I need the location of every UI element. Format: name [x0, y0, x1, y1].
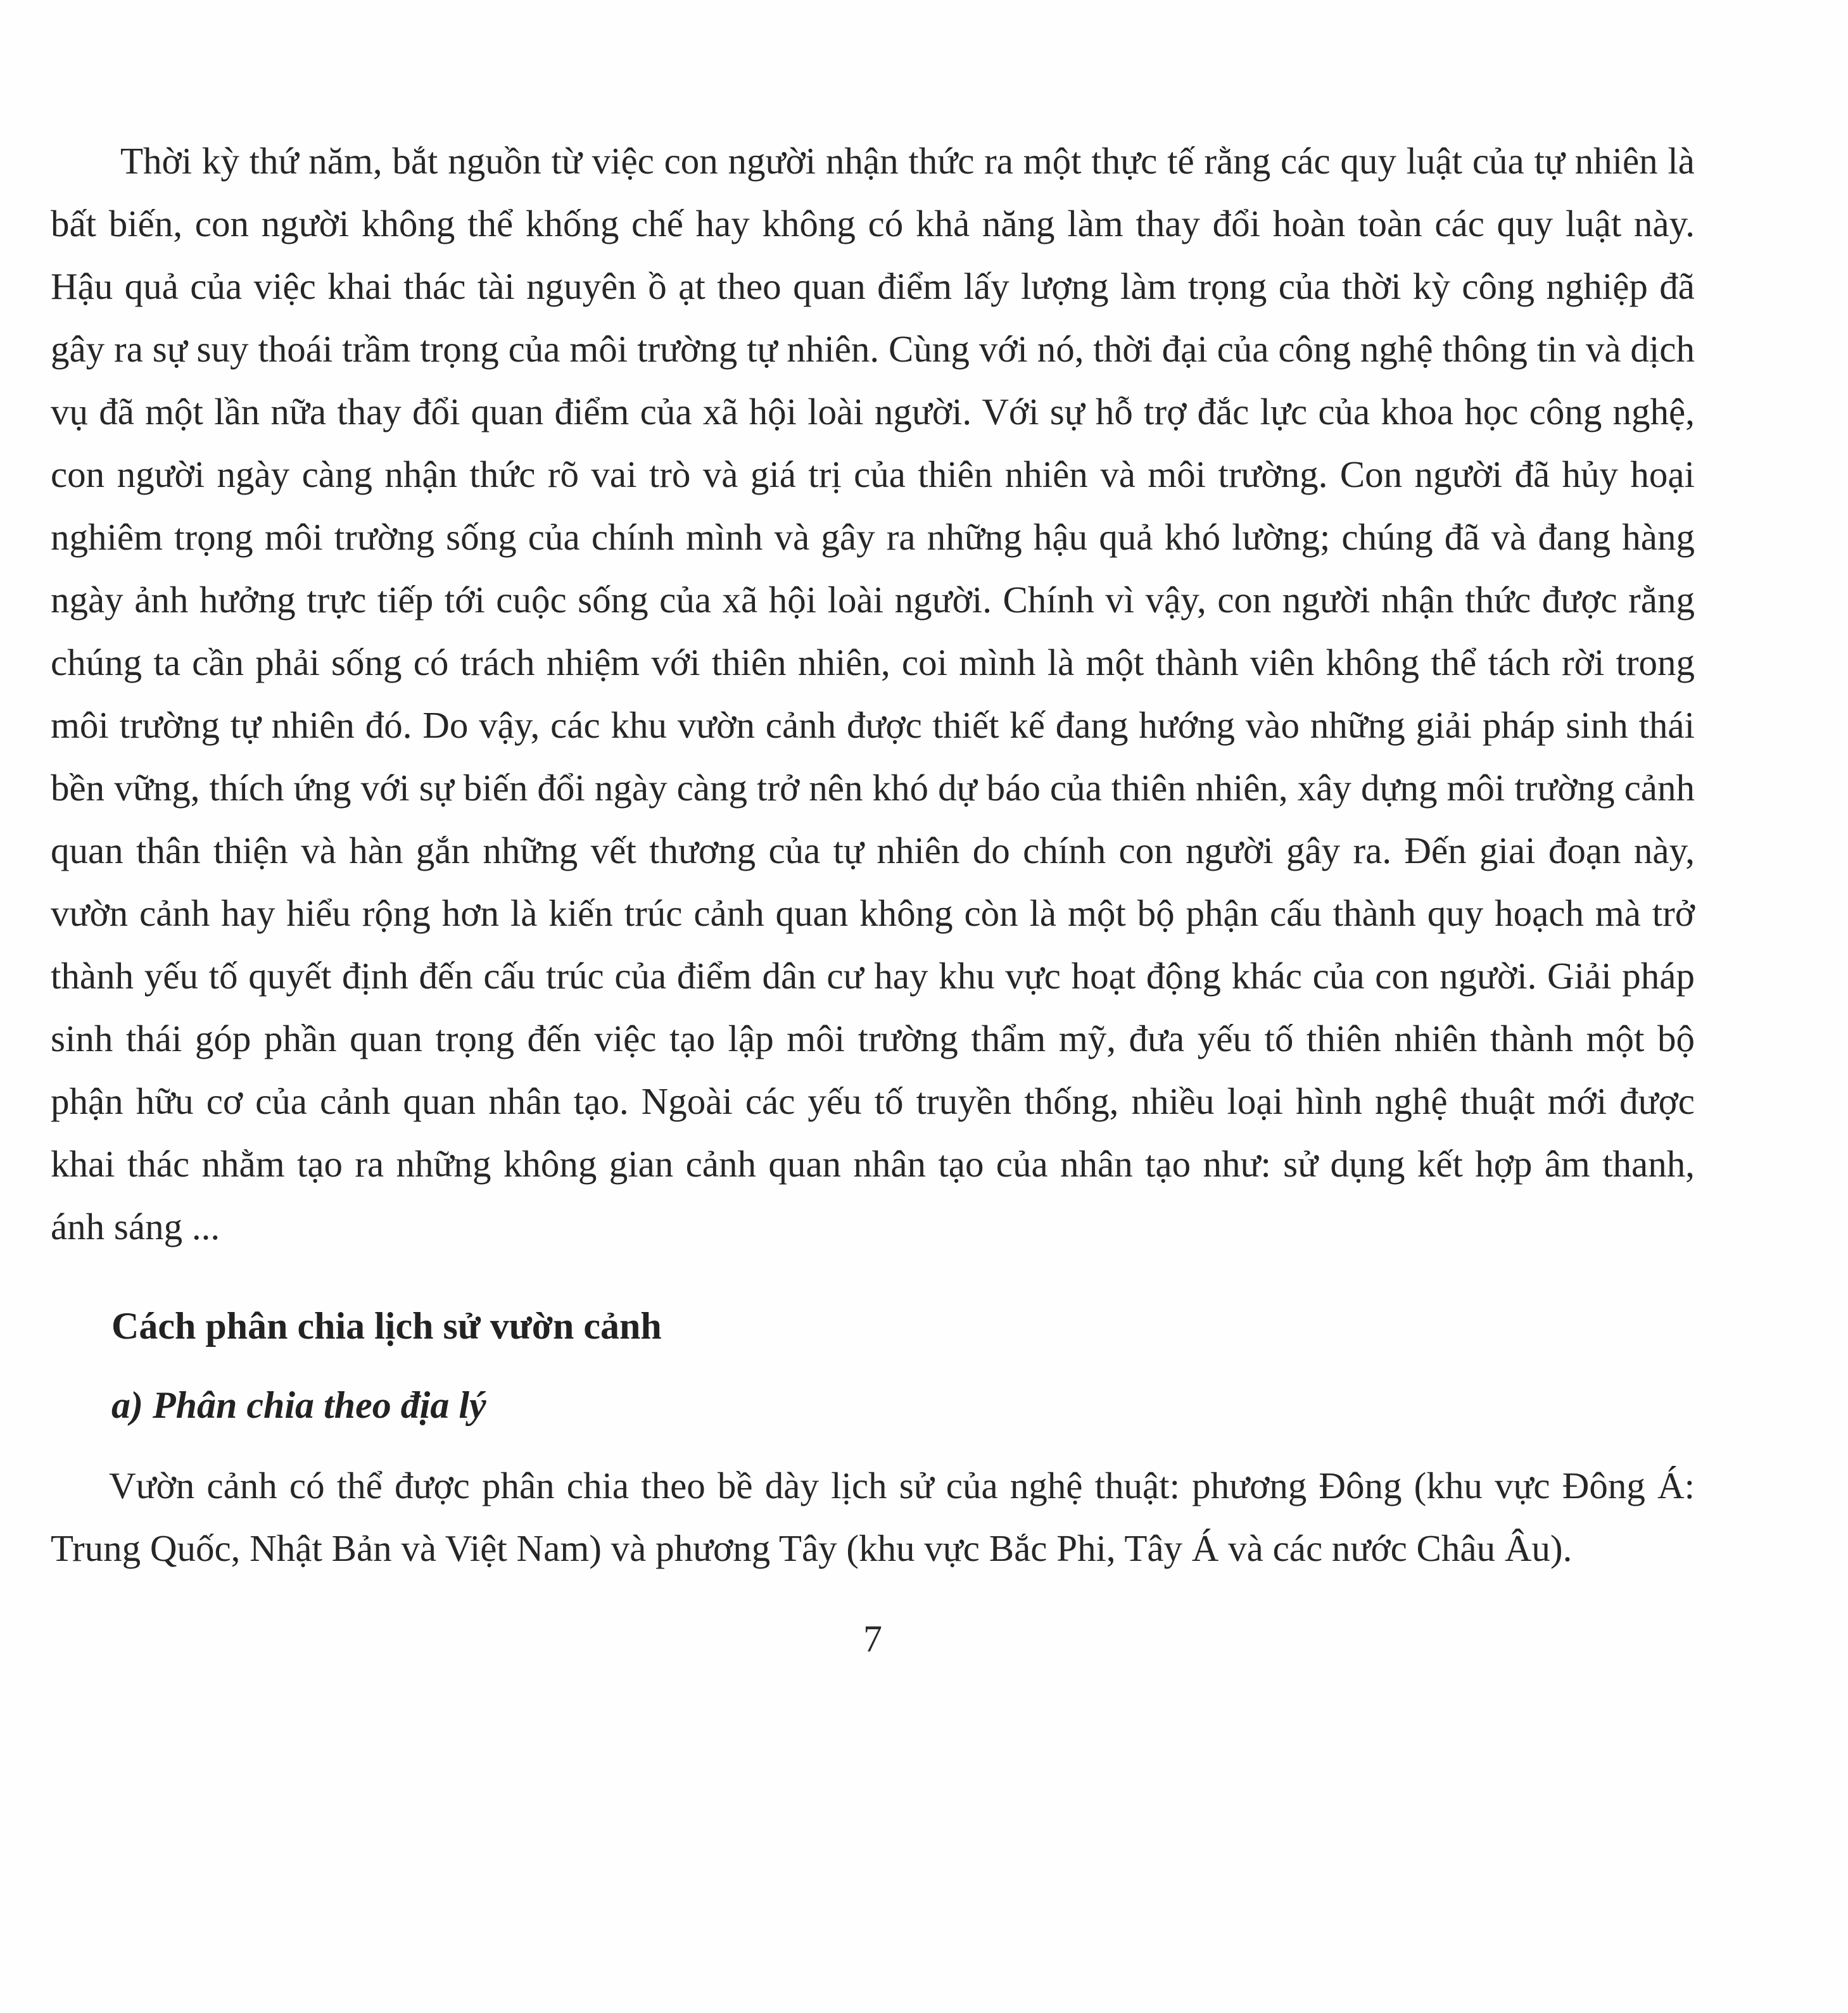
paragraph-fifth-period: Thời kỳ thứ năm, bắt nguồn từ việc con người nhận thức ra một thực tế rằng các quy luật của tự nhiên là bất biến, con người không thể khống chế hay không có khả năng làm thay đổi hoàn toàn các quy luật này. Hậu quả của việc khai thác tài nguyên ồ ạt theo quan điểm lấy lượng làm trọng của thời kỳ công nghiệp đã gây ra sự suy thoái trầm trọng của môi trường tự nhiên. Cùng với nó, thời đại của công nghệ thông tin và dịch vụ đã một lần nữa thay đổi quan điểm của xã hội loài người. Với sự hỗ trợ đắc lực của khoa học công nghệ, con người ngày càng nhận thức rõ vai trò và giá trị của thiên nhiên và môi trường. Con người đã hủy hoại nghiêm trọng môi trường sống của chính mình và gây ra những hậu quả khó lường; chúng đã và đang hàng ngày ảnh hưởng trực tiếp tới cuộc sống của xã hội loài người. Chính vì vậy, con người nhận thức được rằng chúng ta cần phải sống có trách nhiệm với thiên nhiên, coi mình là một thành viên không thể tách rời trong môi trường tự nhiên đó. Do vậy, các khu vườn cảnh được thiết kế đang hướng vào những giải pháp sinh thái bền vững, thích ứng với sự biến đổi ngày càng trở nên khó dự báo của thiên nhiên, xây dựng môi trường cảnh quan thân thiện và hàn gắn những vết thương của tự nhiên do chính con người gây ra. Đến giai đoạn này, vườn cảnh hay hiểu rộng hơn là kiến trúc cảnh quan không còn là một bộ phận cấu thành quy hoạch mà trở thành yếu tố quyết định đến cấu trúc của điểm dân cư hay khu vực hoạt động khác của con người. Giải pháp sinh thái góp phần quan trọng đến việc tạo lập môi trường thẩm mỹ, đưa yếu tố thiên nhiên thành một bộ phận hữu cơ của cảnh quan nhân tạo. Ngoài các yếu tố truyền thống, nhiều loại hình nghệ thuật mới được khai thác nhằm tạo ra những không gian cảnh quan nhân tạo của nhân tạo như: sử dụng kết hợp âm thanh, ánh sáng ... [51, 140, 1695, 1247]
section-heading-history-division: Cách phân chia lịch sử vườn cảnh [111, 1305, 662, 1347]
page-number: 7 [863, 1618, 882, 1660]
subsection-heading-geographic-division: a) Phân chia theo địa lý [111, 1384, 486, 1426]
paragraph-geographic-division: Vườn cảnh có thể được phân chia theo bề dày lịch sử của nghệ thuật: phương Đông (khu vực Đông Á: Trung Quốc, Nhật Bản và Việt Nam) và phương Tây (khu vực Bắc Phi, Tây Á và các nước Châu Âu). [51, 1465, 1695, 1569]
